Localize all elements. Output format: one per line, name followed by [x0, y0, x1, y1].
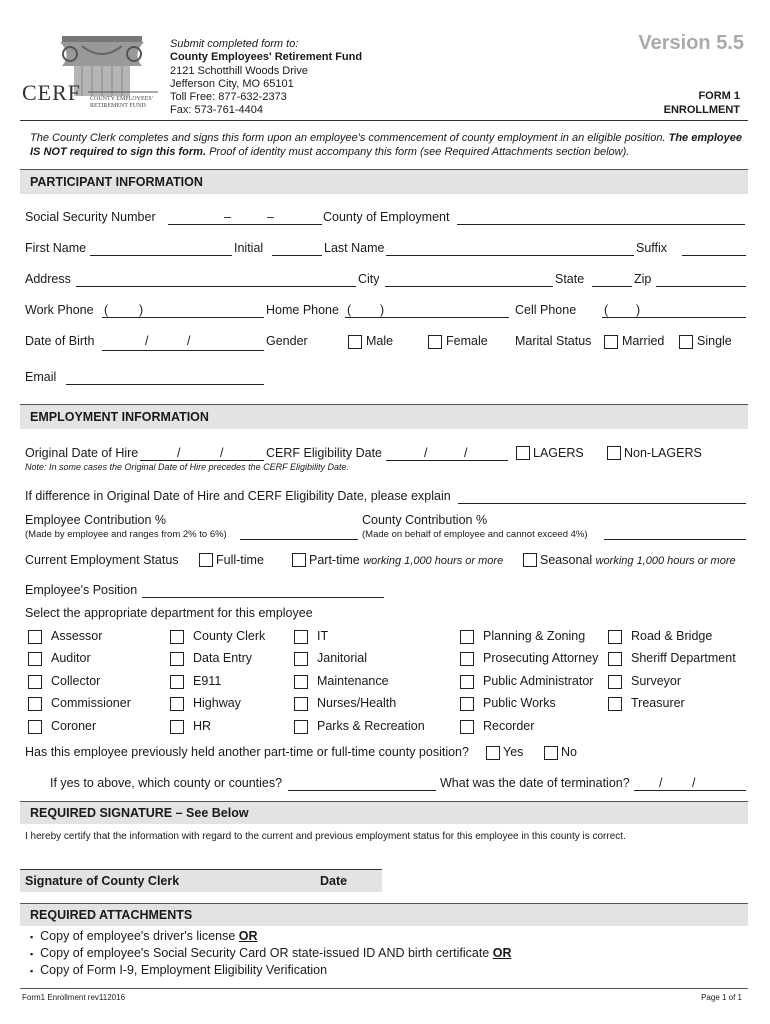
female-label: Female	[446, 334, 488, 348]
department-checkbox[interactable]	[460, 697, 474, 711]
footer-page: Page 1 of 1	[701, 993, 742, 1002]
marital-status-label: Marital Status	[515, 334, 592, 348]
department-checkbox[interactable]	[28, 630, 42, 644]
footer-rule	[20, 988, 748, 989]
lagers-label: LAGERS	[533, 446, 584, 460]
gender-label: Gender	[266, 334, 308, 348]
position-field[interactable]	[142, 597, 384, 598]
suffix-label: Suffix	[636, 241, 668, 255]
toll-free: Toll Free: 877-632-2373	[170, 91, 287, 103]
address-label: Address	[25, 272, 71, 286]
date-label: Date	[320, 874, 348, 888]
department-label: Auditor	[51, 651, 91, 665]
difference-label: If difference in Original Date of Hire and CERF Eligibility Date, please explain	[25, 489, 451, 503]
department-label: Nurses/Health	[317, 696, 397, 710]
email-field[interactable]	[66, 384, 264, 385]
part-time-checkbox[interactable]	[292, 553, 306, 567]
attachment-item-3: ▪ Copy of Form I-9, Employment Eligibility Verification	[30, 963, 328, 977]
male-checkbox[interactable]	[348, 335, 362, 349]
seasonal-checkbox[interactable]	[523, 553, 537, 567]
dob-label: Date of Birth	[25, 334, 95, 348]
attachments-section-header: REQUIRED ATTACHMENTS	[20, 903, 748, 926]
county-contribution-note: (Made on behalf of employee and cannot exceed 4%)	[362, 529, 588, 540]
column-capital-icon	[22, 32, 162, 124]
department-label: Prosecuting Attorney	[483, 651, 599, 665]
previous-no-checkbox[interactable]	[544, 746, 558, 760]
original-hire-field[interactable]	[140, 460, 264, 461]
department-checkbox[interactable]	[170, 630, 184, 644]
last-name-field[interactable]	[386, 255, 634, 256]
cell-phone-label: Cell Phone	[515, 303, 577, 317]
department-label: Treasurer	[631, 696, 685, 710]
ssn-label: Social Security Number	[25, 210, 156, 224]
female-checkbox[interactable]	[428, 335, 442, 349]
select-department-label: Select the appropriate department for this employee	[25, 606, 313, 620]
department-checkbox[interactable]	[170, 720, 184, 734]
initial-field[interactable]	[272, 255, 322, 256]
department-label: Recorder	[483, 719, 535, 733]
certify-text: I hereby certify that the information with regard to the current and previous employment status for this employee in this county is correct.	[25, 831, 626, 842]
seasonal-label: Seasonal working 1,000 hours or more	[540, 553, 736, 567]
intro-text: The County Clerk completes and signs this form upon an employee's commencement of county employment in an eligible position. The employee IS NOT required to sign this form. Proof of identity must accompany this form (see Required Attachments section below).	[30, 132, 742, 158]
fund-name: County Employees' Retirement Fund	[170, 51, 363, 63]
signature-label: Signature of County Clerk	[25, 874, 180, 888]
first-name-field[interactable]	[90, 255, 232, 256]
attachment-item-2: ▪ Copy of employee's Social Security Card OR state-issued ID AND birth certificate OR	[30, 946, 512, 960]
cell-phone-field[interactable]	[602, 317, 746, 318]
department-checkbox[interactable]	[28, 652, 42, 666]
department-checkbox[interactable]	[608, 652, 622, 666]
termination-date-label: What was the date of termination?	[440, 776, 630, 790]
department-label: Janitorial	[317, 651, 368, 665]
original-hire-label: Original Date of Hire	[25, 446, 139, 460]
hire-note: Note: In some cases the Original Date of Hire precedes the CERF Eligibility Date.	[25, 462, 349, 472]
which-county-label: If yes to above, which county or counties?	[50, 776, 283, 790]
department-checkbox[interactable]	[460, 630, 474, 644]
department-label: Sheriff Department	[631, 651, 736, 665]
department-label: County Clerk	[193, 629, 266, 643]
county-contribution-label: County Contribution %	[362, 513, 488, 527]
department-checkbox[interactable]	[294, 697, 308, 711]
department-checkbox[interactable]	[460, 720, 474, 734]
fax: Fax: 573-761-4404	[170, 104, 263, 116]
first-name-label: First Name	[25, 241, 87, 255]
department-label: Data Entry	[193, 651, 253, 665]
previous-position-question: Has this employee previously held another part-time or full-time county position?	[25, 745, 469, 759]
suffix-field[interactable]	[682, 255, 746, 256]
department-checkbox[interactable]	[170, 652, 184, 666]
email-label: Email	[25, 370, 57, 384]
department-checkbox[interactable]	[28, 720, 42, 734]
department-label: Commissioner	[51, 696, 131, 710]
department-label: Planning & Zoning	[483, 629, 586, 643]
married-label: Married	[622, 334, 665, 348]
logo-text: CERF	[22, 80, 82, 105]
address-line-2: Jefferson City, MO 65101	[170, 78, 294, 90]
single-checkbox[interactable]	[679, 335, 693, 349]
city-label: City	[358, 272, 380, 286]
department-checkbox[interactable]	[294, 720, 308, 734]
dob-field[interactable]	[102, 350, 264, 351]
home-phone-field[interactable]	[345, 317, 509, 318]
full-time-label: Full-time	[216, 553, 264, 567]
state-field[interactable]	[592, 286, 632, 287]
department-checkbox[interactable]	[608, 675, 622, 689]
department-label: Public Administrator	[483, 674, 594, 688]
logo-subtext: COUNTY EMPLOYEES' RETIREMENT FUND	[90, 96, 153, 109]
previous-no-label: No	[561, 745, 577, 759]
department-checkbox[interactable]	[608, 697, 622, 711]
non-lagers-label: Non-LAGERS	[624, 446, 702, 460]
non-lagers-checkbox[interactable]	[607, 446, 621, 460]
employee-contribution-note: (Made by employee and ranges from 2% to 6%)	[25, 529, 227, 540]
address-field[interactable]	[76, 286, 356, 287]
county-employment-field[interactable]	[457, 224, 745, 225]
department-label: Surveyor	[631, 674, 682, 688]
state-label: State	[555, 272, 585, 286]
department-checkbox[interactable]	[170, 697, 184, 711]
full-time-checkbox[interactable]	[199, 553, 213, 567]
work-phone-field[interactable]	[102, 317, 264, 318]
employment-section-header: EMPLOYMENT INFORMATION	[20, 404, 748, 429]
department-label: Coroner	[51, 719, 97, 733]
employee-contribution-field[interactable]	[240, 539, 358, 540]
work-phone-label: Work Phone	[25, 303, 94, 317]
department-label: Maintenance	[317, 674, 389, 688]
last-name-label: Last Name	[324, 241, 385, 255]
signature-section-header: REQUIRED SIGNATURE – See Below	[20, 801, 748, 824]
department-label: Highway	[193, 696, 241, 710]
difference-field[interactable]	[458, 503, 746, 504]
department-label: HR	[193, 719, 212, 733]
department-checkbox[interactable]	[28, 675, 42, 689]
participant-section-header: PARTICIPANT INFORMATION	[20, 169, 748, 194]
which-county-field[interactable]	[288, 790, 436, 791]
attachment-item-1: ▪ Copy of employee's driver's license OR	[30, 929, 258, 943]
submit-line: Submit completed form to:	[170, 38, 299, 50]
department-label: E911	[193, 674, 222, 688]
employee-contribution-label: Employee Contribution %	[25, 513, 167, 527]
form-number: FORM 1	[698, 90, 740, 102]
married-checkbox[interactable]	[604, 335, 618, 349]
cerf-logo	[22, 32, 162, 124]
department-checkbox[interactable]	[294, 652, 308, 666]
header-rule	[20, 120, 748, 121]
version-label: Version 5.5	[638, 32, 744, 54]
department-checkbox[interactable]	[460, 675, 474, 689]
footer-revision: Form1 Enrollment rev112016	[22, 993, 126, 1002]
lagers-checkbox[interactable]	[516, 446, 530, 460]
department-checkbox[interactable]	[294, 675, 308, 689]
department-label: Assessor	[51, 629, 103, 643]
form-name: ENROLLMENT	[663, 104, 740, 116]
department-label: Collector	[51, 674, 101, 688]
single-label: Single	[697, 334, 732, 348]
county-employment-label: County of Employment	[323, 210, 450, 224]
initial-label: Initial	[234, 241, 264, 255]
position-label: Employee's Position	[25, 583, 138, 597]
department-label: Public Works	[483, 696, 556, 710]
current-status-label: Current Employment Status	[25, 553, 179, 567]
city-field[interactable]	[385, 286, 553, 287]
cerf-eligibility-label: CERF Eligibility Date	[266, 446, 383, 460]
department-checkbox[interactable]	[460, 652, 474, 666]
male-label: Male	[366, 334, 394, 348]
part-time-label: Part-time working 1,000 hours or more	[309, 553, 504, 567]
department-label: Road & Bridge	[631, 629, 713, 643]
county-contribution-field[interactable]	[604, 539, 746, 540]
department-checkbox[interactable]	[28, 697, 42, 711]
cerf-eligibility-field[interactable]	[386, 460, 508, 461]
address-line-1: 2121 Schotthill Woods Drive	[170, 65, 308, 77]
home-phone-label: Home Phone	[266, 303, 339, 317]
previous-yes-checkbox[interactable]	[486, 746, 500, 760]
zip-label: Zip	[634, 272, 652, 286]
termination-date-field[interactable]	[634, 790, 746, 791]
ssn-field[interactable]	[168, 224, 322, 225]
department-checkbox[interactable]	[608, 630, 622, 644]
previous-yes-label: Yes	[503, 745, 524, 759]
department-checkbox[interactable]	[294, 630, 308, 644]
department-checkbox[interactable]	[170, 675, 184, 689]
department-label: Parks & Recreation	[317, 719, 425, 733]
department-label: IT	[317, 629, 329, 643]
zip-field[interactable]	[656, 286, 746, 287]
